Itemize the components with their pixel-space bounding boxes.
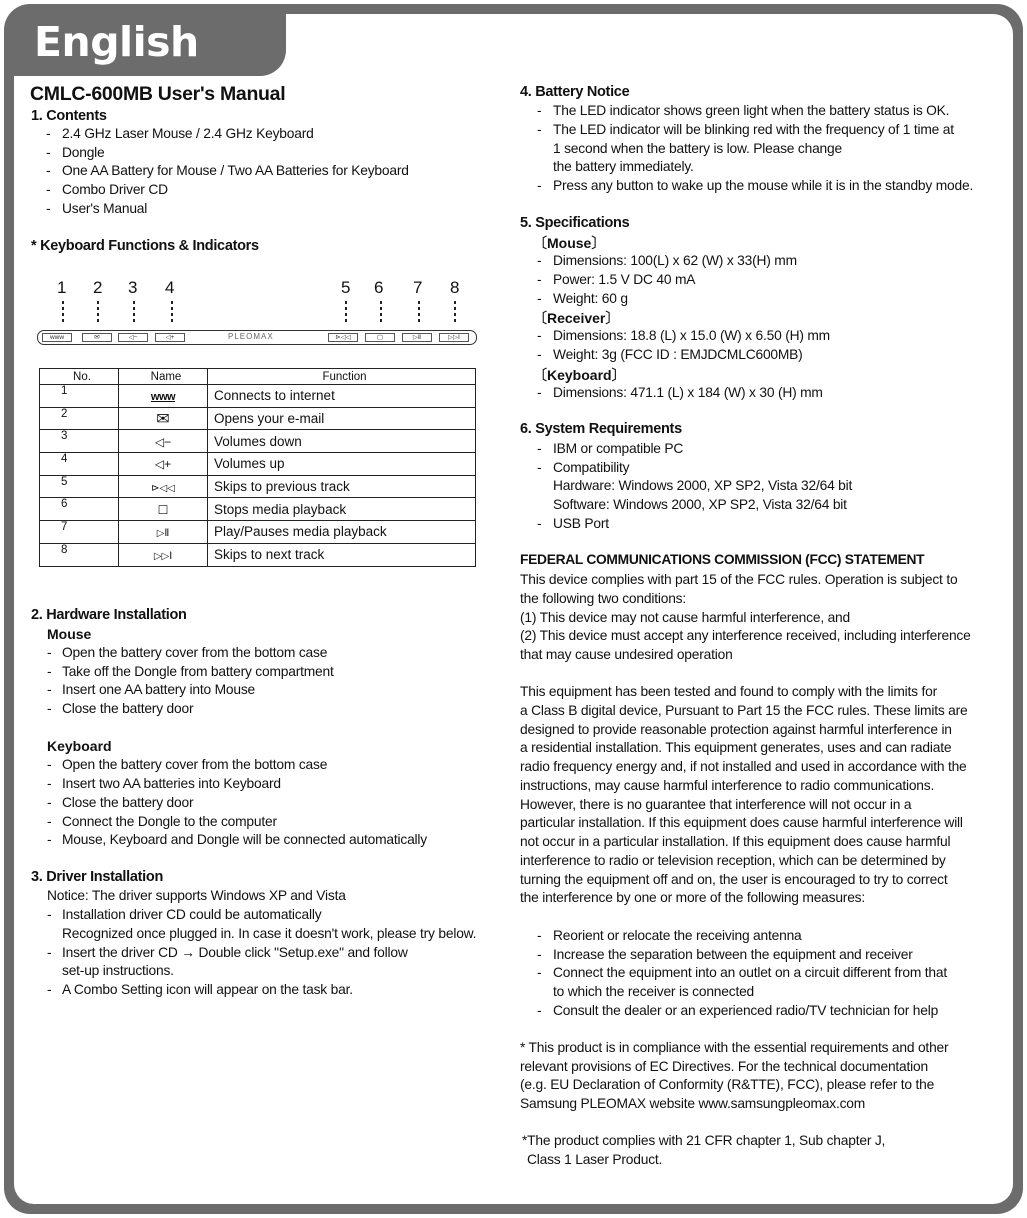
indicator-number: 3 [128, 278, 138, 297]
fcc-paragraph-line: (1) This device may not cause harmful interference, and [520, 610, 851, 625]
list-item: Open the battery cover from the bottom case [62, 645, 328, 660]
contents-item: Combo Driver CD [62, 182, 168, 197]
list-item: Close the battery door [62, 701, 194, 716]
fcc-paragraph-line: the interference by one or more of the following measures: [520, 890, 866, 905]
keyboard-functions-heading: * Keyboard Functions & Indicators [31, 238, 259, 254]
indicator-number: 2 [93, 278, 103, 297]
compatibility-software: Software: Windows 2000, XP SP2, Vista 32/64 bit [553, 497, 847, 512]
brand-label: PLEOMAX [228, 332, 274, 341]
fcc-paragraph-line: turning the equipment off and on, the user is encouraged to try to correct [520, 872, 948, 887]
mail-key-icon: ✉ [82, 333, 112, 342]
column-header-no: No. [40, 369, 119, 385]
fcc-paragraph-line: interference to radio or television reception, which can be determined by [520, 853, 946, 868]
list-item: The LED indicator will be blinking red with the frequency of 1 time at [553, 122, 954, 137]
list-item: Power: 1.5 V DC 40 mA [553, 272, 696, 287]
battery-heading: 4. Battery Notice [520, 84, 630, 100]
indicator-leader-line [454, 301, 456, 325]
list-item-continuation: Recognized once plugged in. In case it doesn't work, please try below. [62, 926, 477, 941]
contents-item: 2.4 GHz Laser Mouse / 2.4 GHz Keyboard [62, 126, 314, 141]
www-key-icon: www [42, 333, 72, 342]
list-item-continuation: set-up instructions. [62, 963, 174, 978]
specs-keyboard-label: 〔Keyboard〕 [533, 367, 626, 383]
list-item: The LED indicator shows green light when the battery status is OK. [553, 103, 950, 118]
column-header-function: Function [208, 369, 476, 385]
play-pause-icon: ▷Ⅱ [156, 528, 170, 540]
hardware-keyboard-label: Keyboard [47, 738, 112, 754]
specs-receiver-label: 〔Receiver〕 [533, 310, 620, 326]
fcc-paragraph-line: designed to provide reasonable protection against harmful interference in [520, 722, 952, 737]
previous-track-key-icon: ⊳◁◁ [328, 333, 358, 342]
list-item: Open the battery cover from the bottom case [62, 757, 328, 772]
volume-up-key-icon: ◁+ [155, 333, 185, 342]
list-item: Insert one AA battery into Mouse [62, 682, 256, 697]
table-row: 5 ⊳◁◁ Skips to previous track [40, 475, 476, 498]
ec-note-line: (e.g. EU Declaration of Conformity (R&TTE), FCC), please refer to the [520, 1077, 935, 1092]
fcc-paragraph-line: a residential installation. This equipment generates, uses and can radiate [520, 740, 952, 755]
list-item-continuation: the battery immediately. [553, 159, 694, 174]
driver-heading: 3. Driver Installation [31, 869, 163, 885]
laser-note-line: Class 1 Laser Product. [527, 1152, 663, 1167]
list-item: Insert the driver CD → Double click "Setup.exe" and follow [62, 945, 408, 960]
fcc-paragraph-line: This equipment has been tested and found to comply with the limits for [520, 684, 938, 699]
specs-mouse-label: 〔Mouse〕 [533, 235, 606, 251]
list-item: Weight: 3g (FCC ID : EMJDCMLC600MB) [553, 347, 803, 362]
table-row: 1 www Connects to internet [40, 385, 476, 408]
play-pause-key-icon: ▷Ⅱ [402, 333, 432, 342]
fcc-paragraph-line: This device complies with part 15 of the FCC rules. Operation is subject to [520, 572, 958, 587]
indicator-leader-line [418, 301, 420, 325]
previous-track-icon: ⊳◁◁ [151, 483, 175, 495]
list-item-continuation: 1 second when the battery is low. Please change [553, 141, 842, 156]
list-item: Dimensions: 471.1 (L) x 184 (W) x 30 (H) mm [553, 385, 823, 400]
contents-item: One AA Battery for Mouse / Two AA Batteries for Keyboard [62, 163, 409, 178]
table-header-row [40, 369, 476, 385]
volume-up-icon: ◁+ [154, 457, 172, 472]
table-row: 6 ☐ Stops media playback [40, 498, 476, 521]
contents-item: User's Manual [62, 201, 148, 216]
language-title: English [34, 18, 199, 66]
hardware-heading: 2. Hardware Installation [31, 607, 187, 623]
manual-title: CMLC-600MB User's Manual [30, 83, 286, 105]
table-row: 8 ▷▷Ⅰ Skips to next track [40, 543, 476, 566]
fcc-paragraph-line: instructions, may cause harmful interference to radio communications. [520, 778, 935, 793]
fcc-paragraph-line: a Class B digital device, Pursuant to Part 15 the FCC rules. These limits are [520, 703, 968, 718]
indicator-leader-line [62, 301, 64, 325]
list-item: A Combo Setting icon will appear on the task bar. [62, 982, 353, 997]
driver-notice: Notice: The driver supports Windows XP and Vista [47, 888, 346, 903]
indicator-number: 6 [374, 278, 384, 297]
list-item: Connect the equipment into an outlet on a circuit different from that [553, 965, 947, 980]
indicator-leader-line [171, 301, 173, 325]
list-item: Weight: 60 g [553, 291, 628, 306]
fcc-paragraph-line: radio frequency energy and, if not installed and used in accordance with the [520, 759, 967, 774]
fcc-paragraph-line: that may cause undesired operation [520, 647, 733, 662]
list-item: Close the battery door [62, 795, 194, 810]
list-item: IBM or compatible PC [553, 441, 684, 456]
list-item: Insert two AA batteries into Keyboard [62, 776, 281, 791]
list-item: Compatibility [553, 460, 630, 475]
mail-icon: ✉ [156, 410, 170, 428]
indicator-number: 7 [413, 278, 423, 297]
list-item-continuation: to which the receiver is connected [553, 984, 755, 999]
indicator-leader-line [380, 301, 382, 325]
indicator-leader-line [97, 301, 99, 325]
contents-item: Dongle [62, 145, 105, 160]
function-table [39, 368, 476, 567]
indicator-number: 5 [341, 278, 351, 297]
fcc-paragraph-line: the following two conditions: [520, 591, 686, 606]
next-track-icon: ▷▷Ⅰ [153, 551, 173, 563]
list-item: Connect the Dongle to the computer [62, 814, 277, 829]
fcc-paragraph-line: not occur in a particular installation. If this equipment does cause harmful [520, 834, 951, 849]
ec-note-line: Samsung PLEOMAX website www.samsungpleomax.com [520, 1096, 866, 1111]
hardware-mouse-label: Mouse [47, 626, 92, 642]
indicator-leader-line [345, 301, 347, 325]
fcc-heading: FEDERAL COMMUNICATIONS COMMISSION (FCC) STATEMENT [520, 552, 925, 567]
fcc-paragraph-line: (2) This device must accept any interference received, including interference [520, 628, 971, 643]
contents-heading: 1. Contents [31, 108, 107, 124]
column-header-name: Name [119, 369, 208, 385]
fcc-paragraph-line: particular installation. If this equipment does cause harmful interference will [520, 815, 963, 830]
table-row: 7 ▷Ⅱ Play/Pauses media playback [40, 521, 476, 544]
ec-note-line: * This product is in compliance with the essential requirements and other [520, 1040, 949, 1055]
volume-down-icon: ◁− [154, 434, 172, 449]
table-row: 3 ◁− Volumes down [40, 430, 476, 453]
list-item: USB Port [553, 516, 609, 531]
list-item: Dimensions: 18.8 (L) x 15.0 (W) x 6.50 (H) mm [553, 328, 830, 343]
ec-note-line: relevant provisions of EC Directives. For the technical documentation [520, 1059, 928, 1074]
table-row: 4 ◁+ Volumes up [40, 453, 476, 476]
keyboard-hotkey-strip [37, 330, 477, 345]
list-item: Dimensions: 100(L) x 62 (W) x 33(H) mm [553, 253, 797, 268]
laser-note-line: *The product complies with 21 CFR chapter 1, Sub chapter J, [522, 1133, 886, 1148]
list-item: Press any button to wake up the mouse while it is in the standby mode. [553, 178, 974, 193]
indicator-number: 4 [165, 278, 175, 297]
www-icon: www [150, 391, 176, 404]
indicator-number: 1 [57, 278, 67, 297]
stop-key-icon: ▢ [365, 333, 395, 342]
table-row: 2 ✉ Opens your e-mail [40, 407, 476, 430]
list-item: Installation driver CD could be automatically [62, 907, 322, 922]
language-tab [8, 8, 286, 76]
specs-heading: 5. Specifications [520, 215, 630, 231]
stop-icon: ☐ [157, 502, 169, 517]
list-item: Consult the dealer or an experienced radio/TV technician for help [553, 1003, 939, 1018]
fcc-paragraph-line: However, there is no guarantee that interference will not occur in a [520, 797, 912, 812]
list-item: Mouse, Keyboard and Dongle will be connected automatically [62, 832, 427, 847]
indicator-leader-line [133, 301, 135, 325]
system-heading: 6. System Requirements [520, 421, 682, 437]
list-item: Reorient or relocate the receiving antenna [553, 928, 802, 943]
next-track-key-icon: ▷▷Ⅰ [439, 333, 469, 342]
list-item: Increase the separation between the equipment and receiver [553, 947, 913, 962]
indicator-number: 8 [450, 278, 460, 297]
list-item: Take off the Dongle from battery compartment [62, 664, 334, 679]
compatibility-hardware: Hardware: Windows 2000, XP SP2, Vista 32/64 bit [553, 478, 853, 493]
volume-down-key-icon: ◁− [118, 333, 148, 342]
